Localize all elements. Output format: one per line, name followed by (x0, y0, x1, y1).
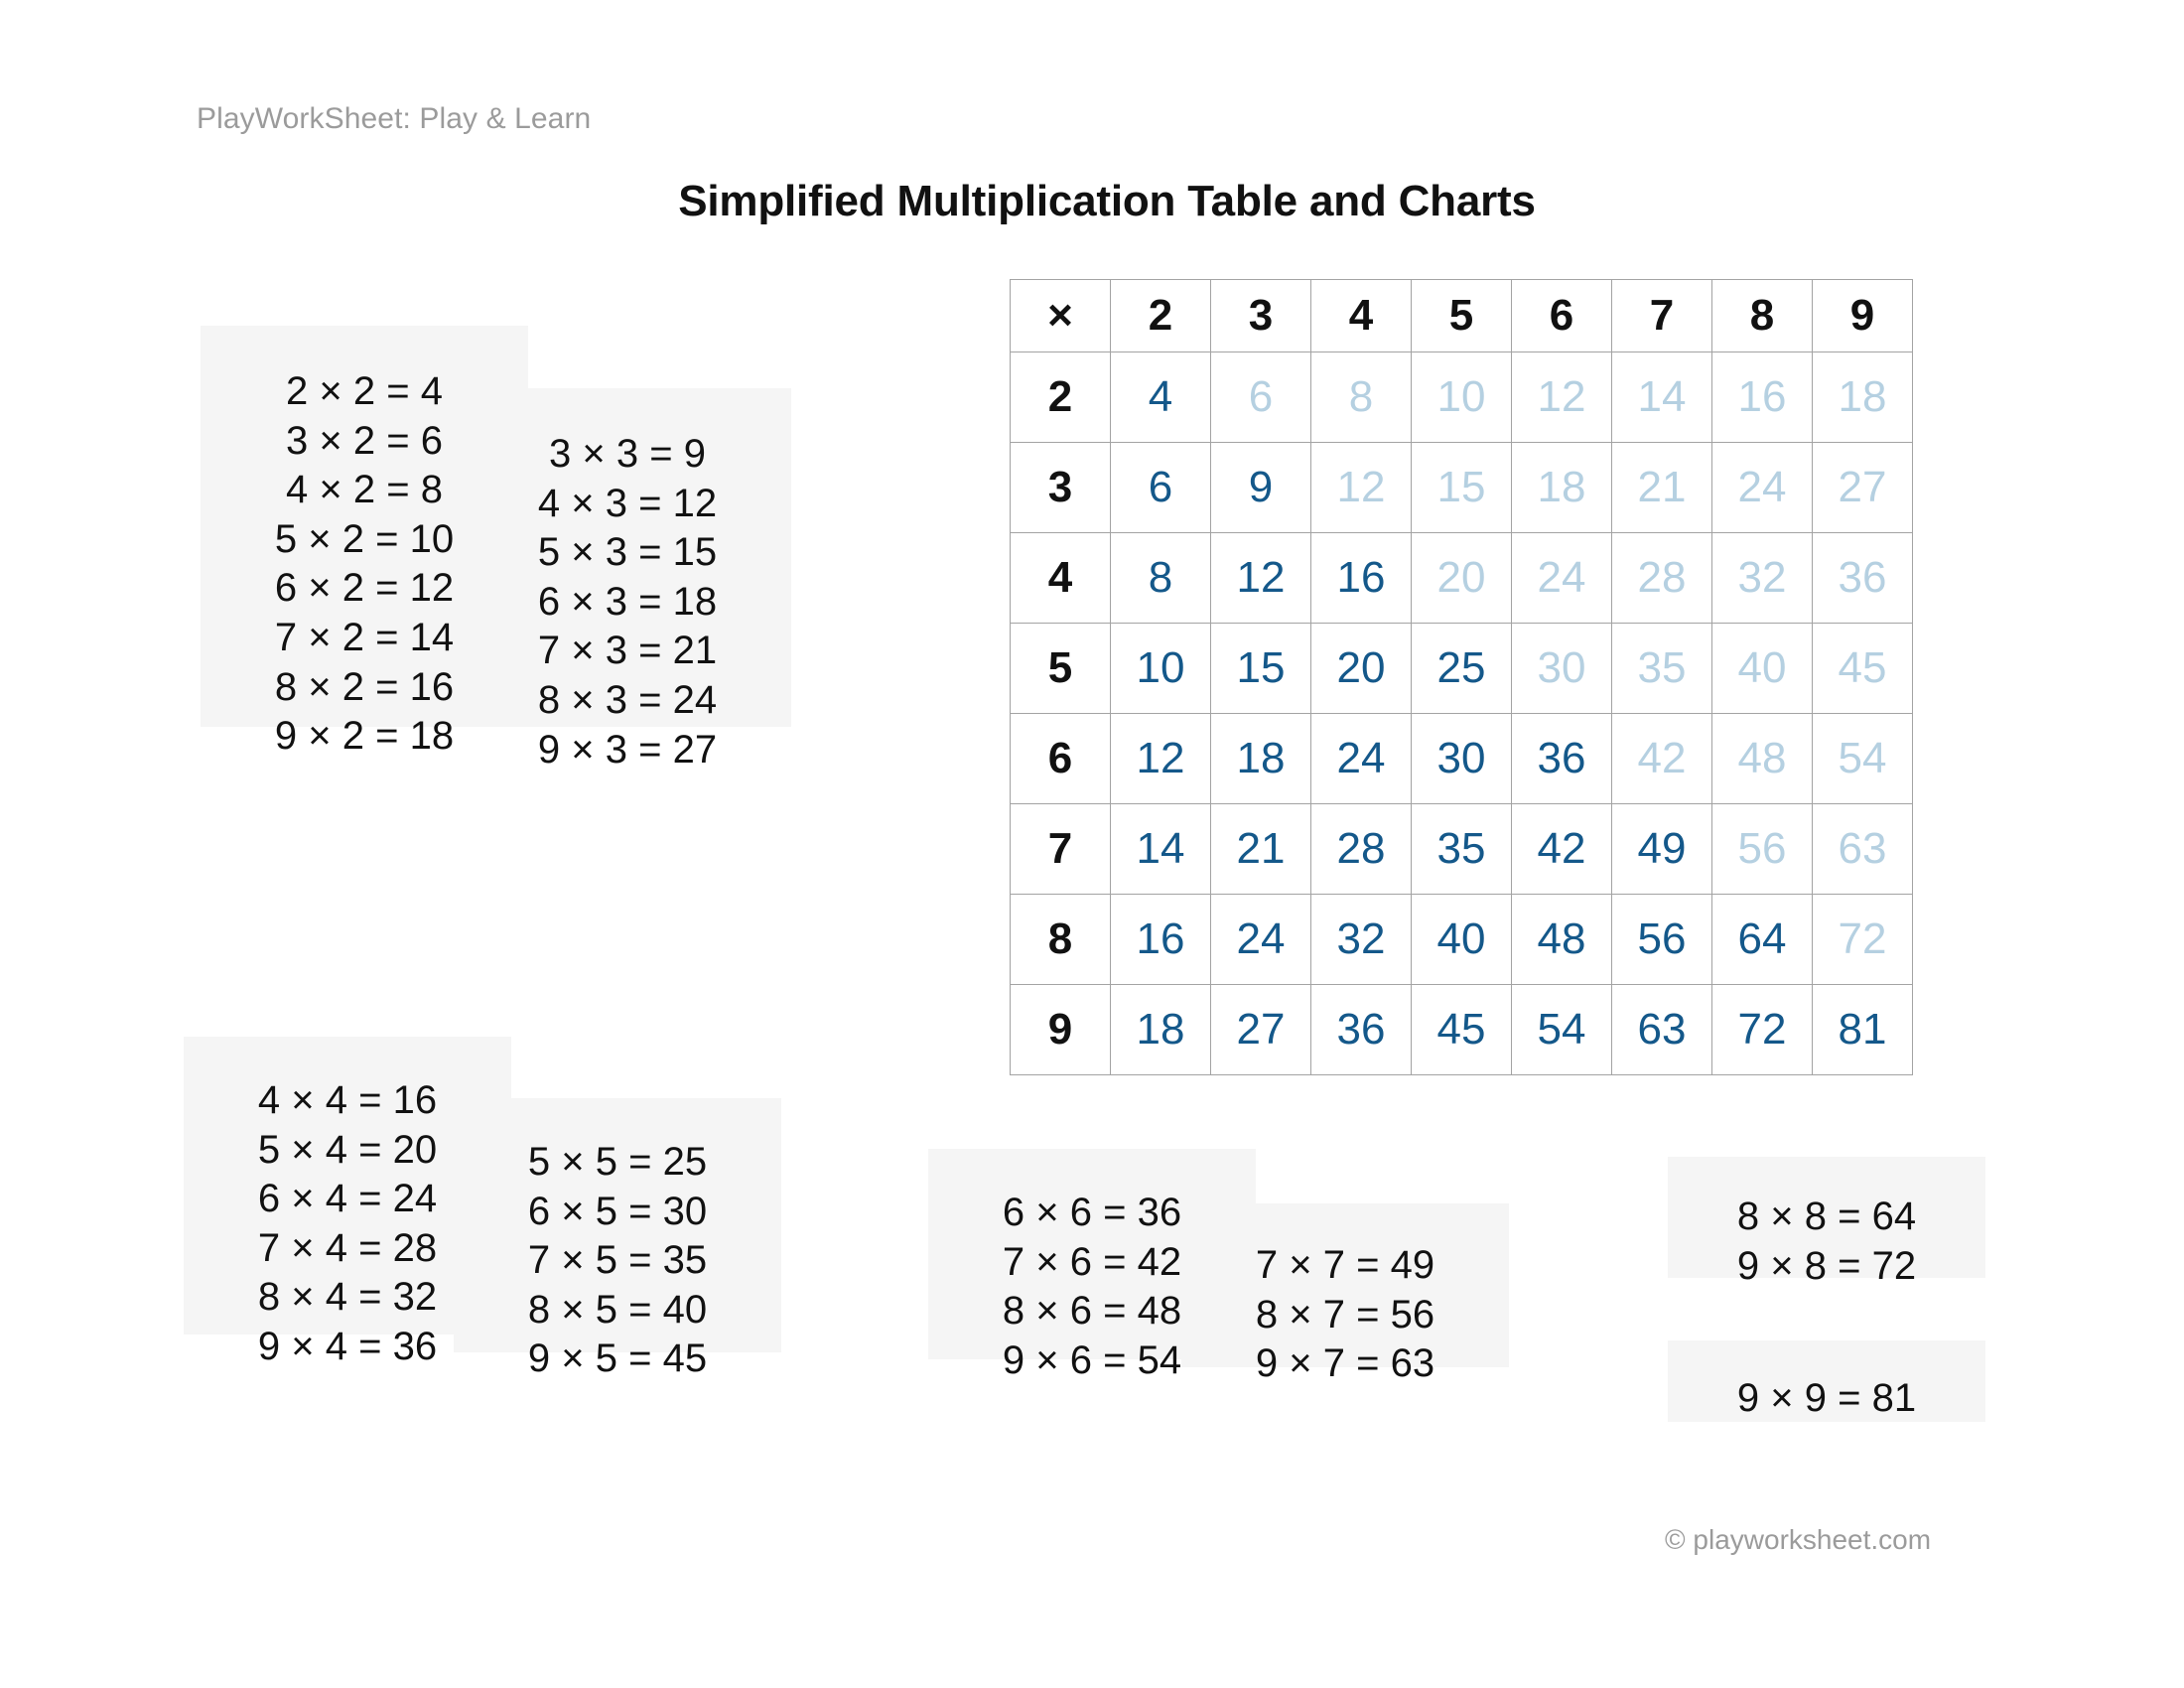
fact-line: 7 × 3 = 21 (537, 629, 718, 673)
fact-line: 4 × 3 = 12 (537, 481, 718, 525)
fact-line: 3 × 3 = 9 (549, 432, 706, 476)
product-cell-9x8: 72 (1712, 985, 1813, 1075)
product-cell-2x3: 6 (1211, 352, 1311, 443)
product-cell-7x7: 49 (1612, 804, 1712, 895)
product-cell-4x3: 12 (1211, 533, 1311, 624)
product-cell-4x9: 36 (1813, 533, 1913, 624)
product-cell-8x5: 40 (1412, 895, 1512, 985)
column-header-4: 4 (1311, 280, 1412, 352)
product-cell-7x6: 42 (1512, 804, 1612, 895)
product-cell-8x6: 48 (1512, 895, 1612, 985)
fact-line: 8 × 5 = 40 (527, 1287, 708, 1332)
fact-box-times-7 (1181, 1203, 1509, 1386)
product-cell-7x8: 56 (1712, 804, 1813, 895)
table-row (1011, 985, 1913, 1075)
fact-line: 7 × 2 = 14 (274, 615, 455, 659)
fact-line: 6 × 4 = 24 (257, 1177, 438, 1221)
product-cell-5x2: 10 (1111, 624, 1211, 714)
product-cell-7x9: 63 (1813, 804, 1913, 895)
product-cell-3x9: 27 (1813, 443, 1913, 533)
product-cell-8x8: 64 (1712, 895, 1813, 985)
product-cell-4x8: 32 (1712, 533, 1813, 624)
fact-line: 8 × 4 = 32 (257, 1275, 438, 1320)
footer-credit: © playworksheet.com (1665, 1524, 1932, 1555)
fact-line: 8 × 6 = 48 (1002, 1289, 1182, 1334)
product-cell-2x9: 18 (1813, 352, 1913, 443)
fact-line: 7 × 7 = 49 (1255, 1243, 1435, 1287)
product-cell-4x7: 28 (1612, 533, 1712, 624)
fact-box-times-3 (464, 388, 791, 772)
product-cell-3x6: 18 (1512, 443, 1612, 533)
product-cell-6x4: 24 (1311, 714, 1412, 804)
table-row (1011, 352, 1913, 443)
fact-line: 5 × 4 = 20 (257, 1127, 438, 1172)
fact-line: 8 × 7 = 56 (1255, 1292, 1435, 1336)
fact-line: 9 × 3 = 27 (537, 727, 718, 772)
product-cell-4x4: 16 (1311, 533, 1412, 624)
product-cell-5x8: 40 (1712, 624, 1813, 714)
fact-line: 4 × 4 = 16 (257, 1078, 438, 1122)
column-header-9: 9 (1813, 280, 1913, 352)
brand-header: PlayWorkSheet: Play & Learn (197, 102, 592, 135)
product-cell-4x5: 20 (1412, 533, 1512, 624)
table-row (1011, 804, 1913, 895)
product-cell-5x6: 30 (1512, 624, 1612, 714)
product-cell-6x7: 42 (1612, 714, 1712, 804)
fact-line: 9 × 7 = 63 (1255, 1341, 1435, 1386)
product-cell-9x3: 27 (1211, 985, 1311, 1075)
row-header-5: 5 (1011, 624, 1111, 714)
product-cell-4x6: 24 (1512, 533, 1612, 624)
product-cell-9x5: 45 (1412, 985, 1512, 1075)
row-header-8: 8 (1011, 895, 1111, 985)
row-header-4: 4 (1011, 533, 1111, 624)
table-row (1011, 443, 1913, 533)
row-header-6: 6 (1011, 714, 1111, 804)
multiplication-grid (1010, 279, 1913, 1075)
row-header-7: 7 (1011, 804, 1111, 895)
product-cell-6x2: 12 (1111, 714, 1211, 804)
product-cell-4x2: 8 (1111, 533, 1211, 624)
fact-line: 8 × 2 = 16 (274, 664, 455, 709)
fact-line: 9 × 5 = 45 (527, 1336, 708, 1381)
fact-line: 5 × 3 = 15 (537, 530, 718, 575)
product-cell-8x4: 32 (1311, 895, 1412, 985)
product-cell-7x3: 21 (1211, 804, 1311, 895)
product-cell-3x5: 15 (1412, 443, 1512, 533)
fact-line: 7 × 5 = 35 (527, 1238, 708, 1283)
product-cell-5x5: 25 (1412, 624, 1512, 714)
product-cell-5x7: 35 (1612, 624, 1712, 714)
product-cell-9x7: 63 (1612, 985, 1712, 1075)
fact-line: 9 × 4 = 36 (257, 1324, 438, 1368)
fact-line: 4 × 2 = 8 (286, 468, 443, 512)
fact-line: 9 × 2 = 18 (274, 714, 455, 759)
product-cell-2x7: 14 (1612, 352, 1712, 443)
product-cell-6x5: 30 (1412, 714, 1512, 804)
table-row (1011, 533, 1913, 624)
column-header-7: 7 (1612, 280, 1712, 352)
product-cell-6x3: 18 (1211, 714, 1311, 804)
fact-line: 6 × 5 = 30 (527, 1189, 708, 1233)
fact-line: 7 × 4 = 28 (257, 1225, 438, 1270)
product-cell-7x4: 28 (1311, 804, 1412, 895)
fact-box-times-5 (454, 1098, 781, 1381)
table-row (1011, 895, 1913, 985)
row-header-9: 9 (1011, 985, 1111, 1075)
product-cell-2x6: 12 (1512, 352, 1612, 443)
multiply-symbol-corner: × (1011, 280, 1111, 352)
product-cell-7x5: 35 (1412, 804, 1512, 895)
fact-line: 5 × 5 = 25 (527, 1140, 708, 1184)
product-cell-9x6: 54 (1512, 985, 1612, 1075)
product-cell-5x4: 20 (1311, 624, 1412, 714)
fact-line: 3 × 2 = 6 (286, 418, 443, 463)
column-header-8: 8 (1712, 280, 1813, 352)
row-header-2: 2 (1011, 352, 1111, 443)
product-cell-3x2: 6 (1111, 443, 1211, 533)
product-cell-8x7: 56 (1612, 895, 1712, 985)
product-cell-2x4: 8 (1311, 352, 1412, 443)
table-row (1011, 714, 1913, 804)
product-cell-2x5: 10 (1412, 352, 1512, 443)
fact-line: 8 × 8 = 64 (1736, 1195, 1917, 1238)
product-cell-5x9: 45 (1813, 624, 1913, 714)
product-cell-9x9: 81 (1813, 985, 1913, 1075)
product-cell-3x3: 9 (1211, 443, 1311, 533)
product-cell-2x2: 4 (1111, 352, 1211, 443)
product-cell-3x8: 24 (1712, 443, 1813, 533)
product-cell-9x2: 18 (1111, 985, 1211, 1075)
product-cell-9x4: 36 (1311, 985, 1412, 1075)
fact-line: 8 × 3 = 24 (537, 677, 718, 722)
product-cell-6x6: 36 (1512, 714, 1612, 804)
page-title: Simplified Multiplication Table and Charts (678, 177, 1536, 225)
fact-line: 6 × 6 = 36 (1002, 1191, 1182, 1234)
column-header-2: 2 (1111, 280, 1211, 352)
fact-line: 5 × 2 = 10 (274, 516, 455, 561)
fact-line: 7 × 6 = 42 (1002, 1239, 1182, 1284)
fact-line: 6 × 2 = 12 (274, 566, 455, 611)
fact-box-times-8 (1668, 1157, 1985, 1288)
fact-box-times-9 (1668, 1340, 1985, 1422)
product-cell-8x3: 24 (1211, 895, 1311, 985)
product-cell-2x8: 16 (1712, 352, 1813, 443)
fact-line: 9 × 6 = 54 (1002, 1337, 1182, 1382)
table-row (1011, 624, 1913, 714)
column-header-6: 6 (1512, 280, 1612, 352)
column-header-5: 5 (1412, 280, 1512, 352)
column-header-3: 3 (1211, 280, 1311, 352)
fact-line: 9 × 9 = 81 (1736, 1376, 1917, 1420)
product-cell-3x7: 21 (1612, 443, 1712, 533)
row-header-3: 3 (1011, 443, 1111, 533)
product-cell-5x3: 15 (1211, 624, 1311, 714)
table-header-row (1011, 280, 1913, 352)
product-cell-3x4: 12 (1311, 443, 1412, 533)
fact-line: 2 × 2 = 4 (286, 369, 443, 413)
product-cell-8x9: 72 (1813, 895, 1913, 985)
product-cell-7x2: 14 (1111, 804, 1211, 895)
fact-line: 6 × 3 = 18 (537, 579, 718, 624)
product-cell-6x9: 54 (1813, 714, 1913, 804)
multiplication-table (1010, 279, 1913, 1075)
product-cell-6x8: 48 (1712, 714, 1813, 804)
product-cell-8x2: 16 (1111, 895, 1211, 985)
fact-line: 9 × 8 = 72 (1736, 1243, 1917, 1288)
